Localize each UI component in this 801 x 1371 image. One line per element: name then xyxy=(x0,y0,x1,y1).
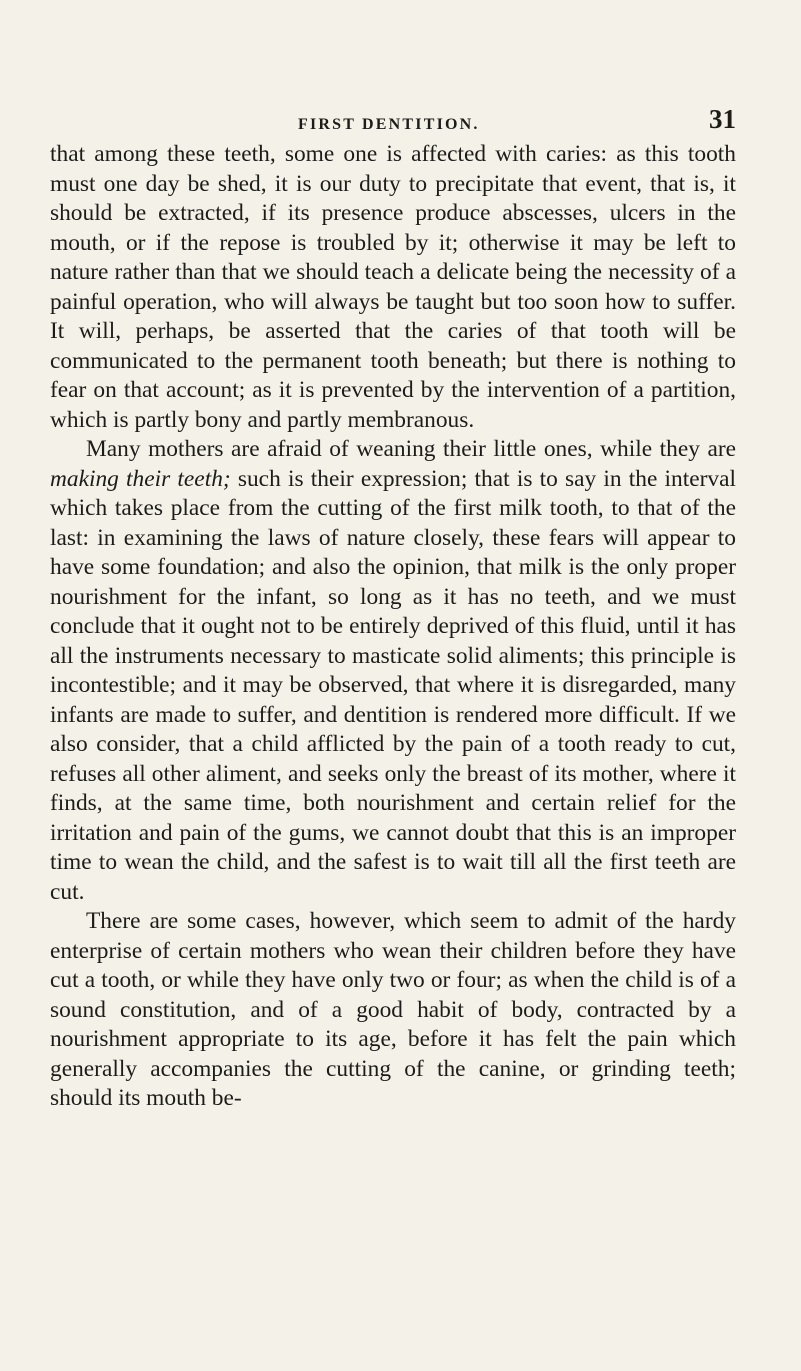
running-head xyxy=(50,88,736,134)
paragraph-exceptions xyxy=(50,907,736,1114)
running-title: FIRST DENTITION. xyxy=(298,116,480,133)
paragraph-continued xyxy=(50,140,736,435)
page-number: 31 xyxy=(709,104,736,134)
body-text xyxy=(50,140,736,1114)
text-run: There are some cases, however, which seem to admit of the hardy enterprise of certain mothers who wean their children before they have cut a tooth, or while they have only two or four; as when the child is of a sound constitution, and of a good habit of body, contracted by a nourishment appropriate to its age, before it has felt the pain which generally accompanies the cutting of the canine, or grinding teeth; should its mouth be- xyxy=(50,908,736,1111)
text-run: Many mothers are afraid of weaning their little ones, while they are xyxy=(86,436,736,462)
paragraph-weaning xyxy=(50,435,736,907)
italic-phrase: making their teeth; xyxy=(50,465,231,492)
text-run: that among these teeth, some one is affected with caries: as this tooth must one day be shed, it is our duty to precipitate that event, that is, it should be extracted, if its presence produce abscesses, ulcers in the mouth, or if the repose is troubled by it; otherwise it may be left to nature rather than that we should teach a delicate being the necessity of a painful operation, who will always be taught but too soon how to suffer. It will, perhaps, be asserted that the caries of that tooth will be communicated to the permanent tooth beneath; but there is nothing to fear on that account; as it is prevented by the intervention of a partition, which is partly bony and partly membranous. xyxy=(50,141,736,433)
text-run: such is their expression; that is to say in the interval which takes place from the cutting of the first milk tooth, to that of the last: in examining the laws of nature closely, these fears will appear to have some foundation; and also the opinion, that milk is the only proper nourishment for the infant, so long as it has no teeth, and we must conclude that it ought not to be entirely deprived of this fluid, until it has all the instruments necessary to masticate solid aliments; this principle is incontestible; and it may be observed, that where it is disregarded, many infants are made to suffer, and dentition is rendered more difficult. If we also consider, that a child afflicted by the pain of a tooth ready to cut, refuses all other aliment, and seeks only the breast of its mother, where it finds, at the same time, both nourishment and certain relief for the irritation and pain of the gums, we cannot doubt that this is an improper time to wean the child, and the safest is to wait till all the first teeth are cut. xyxy=(50,465,736,905)
